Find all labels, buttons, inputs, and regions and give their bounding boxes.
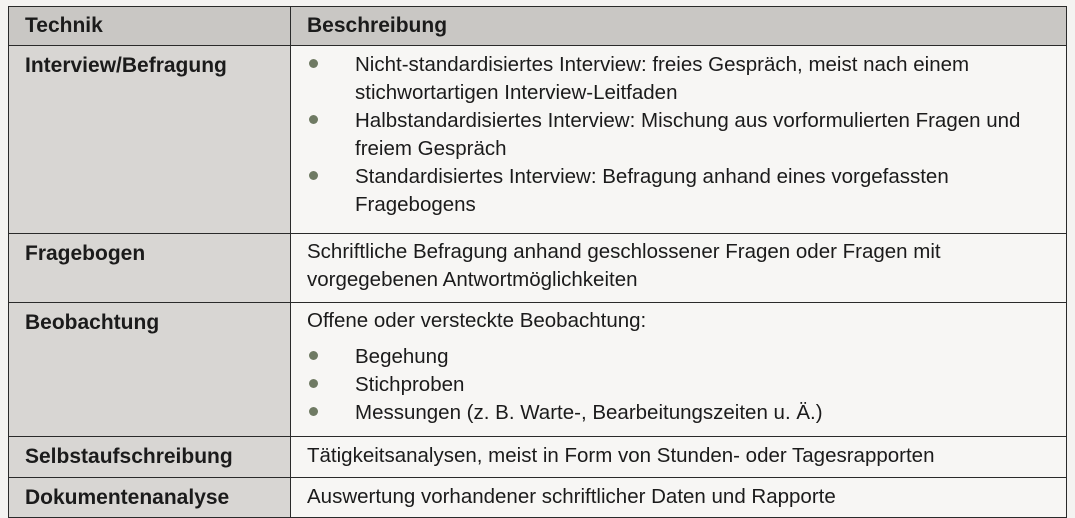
column-header-technik: Technik bbox=[9, 7, 291, 46]
bullet-icon bbox=[309, 407, 318, 416]
bullet-icon bbox=[309, 351, 318, 360]
description-cell bbox=[291, 46, 1067, 234]
table-row bbox=[9, 46, 1067, 234]
term-cell: Dokumentenanalyse bbox=[9, 478, 291, 518]
term-cell: Beobachtung bbox=[9, 303, 291, 437]
column-header-beschreibung: Beschreibung bbox=[291, 7, 1067, 46]
term-cell: Interview/Befragung bbox=[9, 46, 291, 234]
list-item: Standardisiertes Interview: Befragung anhand eines vorgefassten Fragebogens bbox=[307, 163, 1050, 219]
term-cell: Fragebogen bbox=[9, 234, 291, 303]
list-item: Begehung bbox=[307, 343, 1050, 371]
bullet-icon bbox=[309, 115, 318, 124]
description-cell: Offene oder versteckte Beobachtung: Begehung Stichproben Messungen (z. B. Warte-, Bearbeitungszeiten u. Ä.) bbox=[291, 303, 1067, 437]
bullet-icon bbox=[309, 171, 318, 180]
bullet-icon bbox=[309, 59, 318, 68]
list-item: Stichproben bbox=[307, 371, 1050, 399]
table-row bbox=[9, 437, 1067, 478]
bullet-list bbox=[307, 343, 1050, 427]
table-row bbox=[9, 303, 1067, 437]
bullet-icon bbox=[309, 379, 318, 388]
list-item: Nicht-standardisiertes Interview: freies Gespräch, meist nach einem stichwortartigen Interview-Leitfaden bbox=[307, 51, 1050, 107]
bullet-list bbox=[307, 51, 1050, 219]
term-cell: Selbstaufschreibung bbox=[9, 437, 291, 478]
table-header-row bbox=[9, 7, 1067, 46]
table-row bbox=[9, 478, 1067, 518]
list-item: Halbstandardisiertes Interview: Mischung aus vorformulierten Fragen und freiem Gespräch bbox=[307, 107, 1050, 163]
description-cell: Tätigkeitsanalysen, meist in Form von Stunden- oder Tagesrapporten bbox=[291, 437, 1067, 478]
table-row bbox=[9, 234, 1067, 303]
description-cell: Auswertung vorhandener schriftlicher Daten und Rapporte bbox=[291, 478, 1067, 518]
description-cell: Schriftliche Befragung anhand geschlossener Fragen oder Fragen mit vorgegebenen Antwortmöglichkeiten bbox=[291, 234, 1067, 303]
list-item: Messungen (z. B. Warte-, Bearbeitungszeiten u. Ä.) bbox=[307, 399, 1050, 427]
techniques-table bbox=[8, 6, 1067, 518]
